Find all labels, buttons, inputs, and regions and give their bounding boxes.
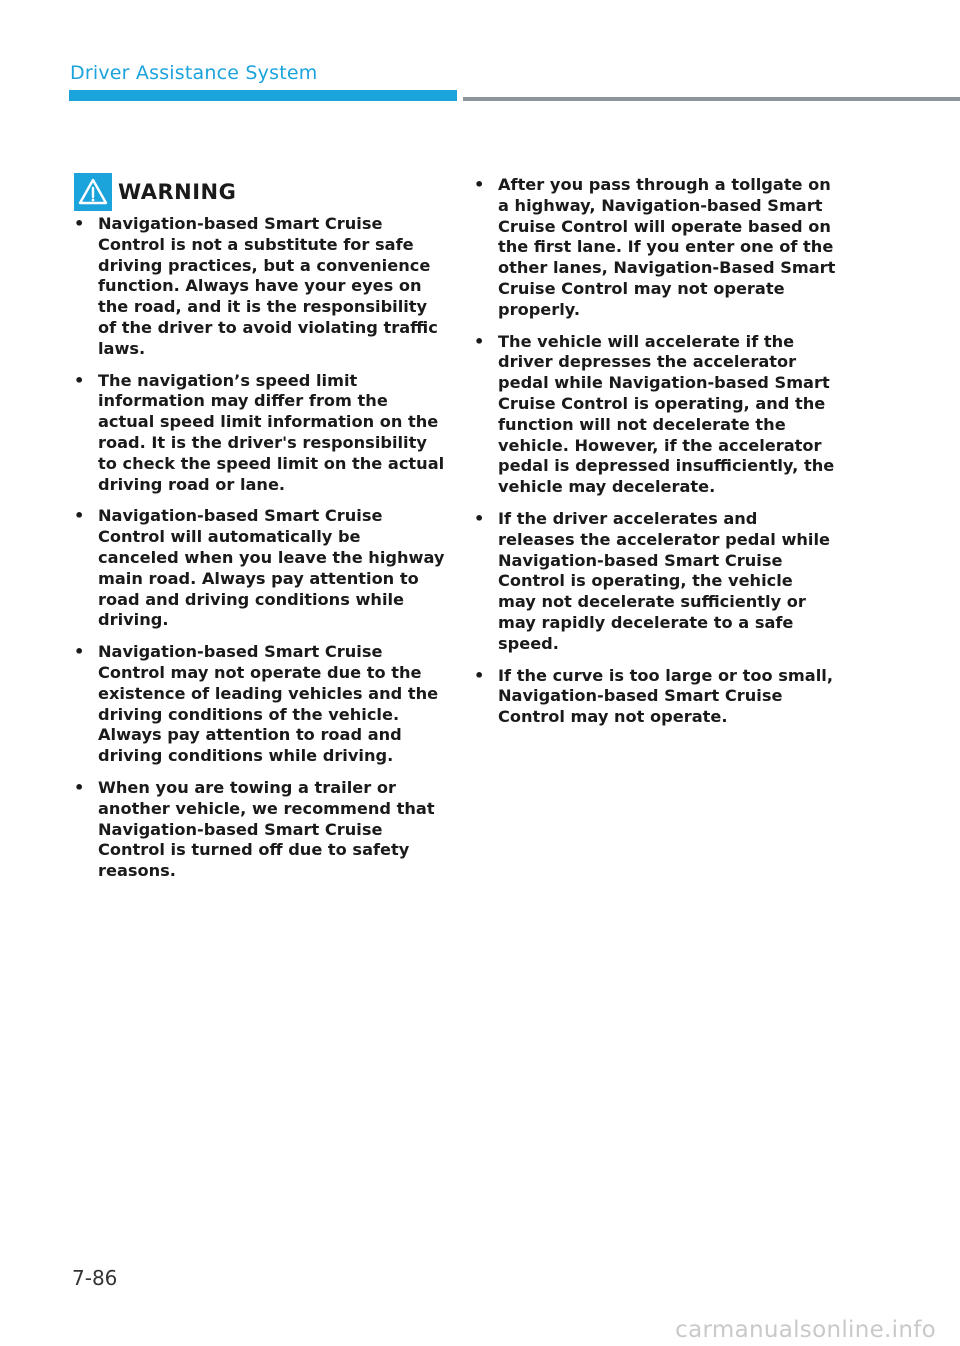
list-item-text: The navigation’s speed limit information may differ from the actual speed limit information on the road. It is the driver's responsibility to check the speed limit on the actual driving road or lane. <box>98 370 445 494</box>
list-item-text: The vehicle will accelerate if the driver depresses the accelerator pedal while Navigation-based Smart Cruise Control is operating, and the function will not decelerate the vehicle. However, if the accelerator pedal is depressed insufficiently, the vehicle may decelerate. <box>498 331 835 497</box>
list-item-text: If the driver accelerates and releases the accelerator pedal while Navigation-based Smart Cruise Control is operating, the vehicle may not decelerate sufficiently or may rapidly decelerate to a safe speed. <box>498 508 830 653</box>
bullet-dot: • <box>74 777 85 797</box>
warning-list-left <box>74 214 446 893</box>
bullet-dot: • <box>74 370 85 390</box>
header-rule-grey <box>463 97 960 101</box>
list-item <box>474 509 836 655</box>
list-item-text: When you are towing a trailer or another vehicle, we recommend that Navigation-based Smart Cruise Control is turned off due to safety reasons. <box>98 777 435 881</box>
warning-heading <box>74 172 236 212</box>
list-item-text: Navigation-based Smart Cruise Control may not operate due to the existence of leading vehicles and the driving conditions of the vehicle. Always pay attention to road and driving conditions while driving. <box>98 642 439 766</box>
list-item <box>474 332 836 498</box>
list-item <box>74 214 446 360</box>
list-item-text: Navigation-based Smart Cruise Control will automatically be canceled when you leave the highway main road. Always pay attention to road and driving conditions while driving. <box>98 506 445 630</box>
bullet-dot: • <box>474 331 485 351</box>
bullet-dot: • <box>474 175 485 194</box>
header-rule-blue <box>69 90 457 101</box>
bullet-dot: • <box>74 506 85 526</box>
list-item-text: Navigation-based Smart Cruise Control is not a substitute for safe driving practices, but a convenience function. Always have your eyes on the road, and it is the responsibility of the driver to avoid violating traffic laws. <box>98 214 438 358</box>
list-item <box>474 175 836 321</box>
bullet-dot: • <box>474 508 485 528</box>
list-item <box>74 506 446 631</box>
list-item <box>74 778 446 882</box>
list-item <box>474 666 836 728</box>
warning-triangle-icon <box>74 173 112 211</box>
bullet-dot: • <box>474 665 485 685</box>
page-number: 7-86 <box>72 1266 118 1290</box>
bullet-dot: • <box>74 214 85 233</box>
watermark: carmanualsonline.info <box>675 1317 936 1343</box>
list-item <box>74 642 446 767</box>
bullet-dot: • <box>74 642 85 662</box>
list-item-text: If the curve is too large or too small, Navigation-based Smart Cruise Control may not operate. <box>498 665 833 727</box>
section-title: Driver Assistance System <box>70 62 318 84</box>
list-item <box>74 371 446 496</box>
warning-list-right <box>474 175 836 739</box>
warning-label: WARNING <box>118 180 237 204</box>
list-item-text: After you pass through a tollgate on a highway, Navigation-based Smart Cruise Control will operate based on the first lane. If you enter one of the other lanes, Navigation-Based Smart Cruise Control may not operate properly. <box>498 175 836 319</box>
